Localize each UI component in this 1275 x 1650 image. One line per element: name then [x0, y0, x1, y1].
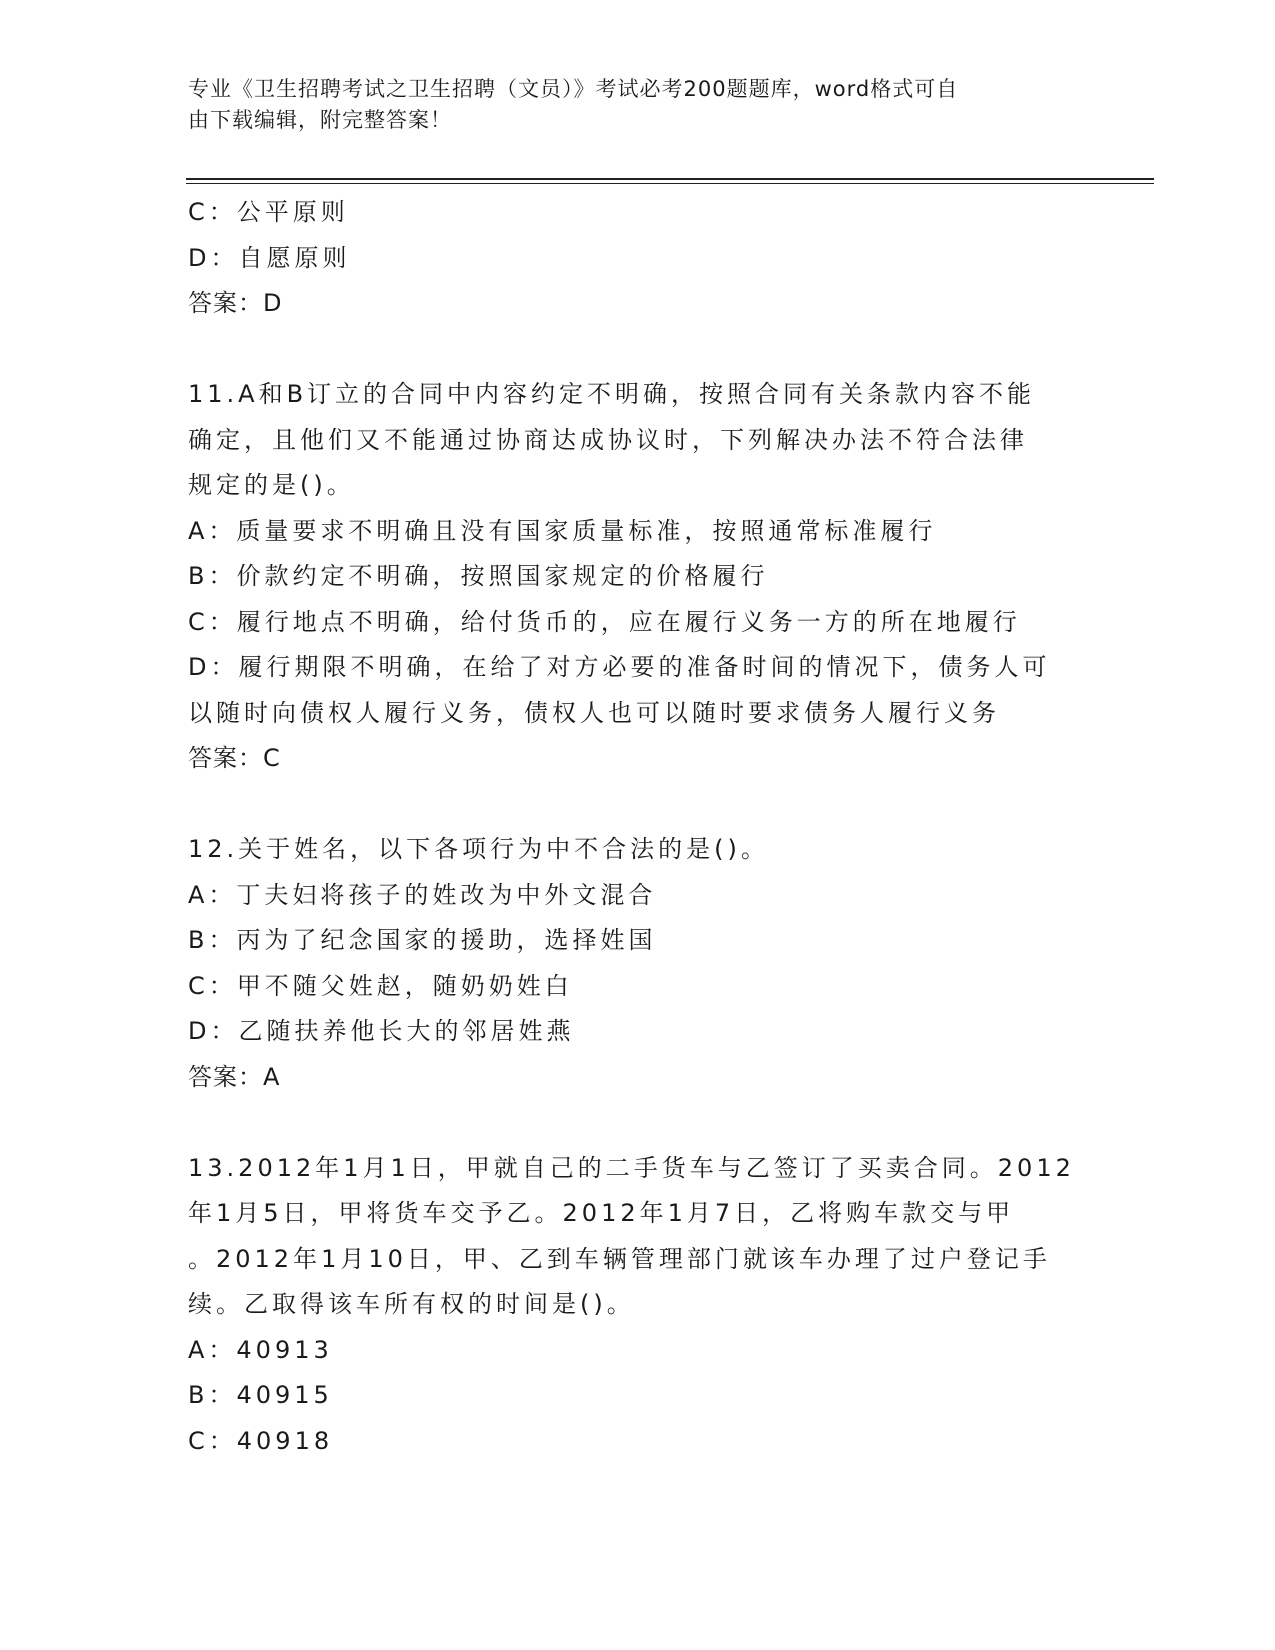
q12-option-c: C：甲不随父姓赵，随奶奶姓白 [188, 971, 573, 1000]
q11-option-a: A：质量要求不明确且没有国家质量标准，按照通常标准履行 [188, 516, 937, 545]
q11-option-c: C：履行地点不明确，给付货币的，应在履行义务一方的所在地履行 [188, 607, 1021, 636]
q13-stem-line-2: 年1月5日，甲将货车交予乙。2012年1月7日，乙将购车款交与甲 [188, 1199, 1015, 1227]
q13-option-a: A：40913 [188, 1335, 333, 1364]
q12-option-a: A：丁夫妇将孩子的姓改为中外文混合 [188, 880, 657, 909]
q10-option-c: C：公平原则 [188, 198, 349, 226]
q13-stem-line-4: 续。乙取得该车所有权的时间是()。 [188, 1290, 635, 1318]
q13-stem-line-3: 。2012年1月10日，甲、乙到车辆管理部门就该车办理了过户登记手 [188, 1244, 1051, 1273]
q12-stem-line-1: 12.关于姓名，以下各项行为中不合法的是()。 [188, 835, 769, 863]
spacer [188, 782, 1088, 828]
question-content [188, 190, 1088, 1464]
q11-option-d-line-2: 以随时向债权人履行义务，债权人也可以随时要求债务人履行义务 [188, 698, 1000, 727]
q11-answer: 答案：C [188, 744, 281, 772]
spacer [188, 327, 1088, 373]
q11-option-d-line-1: D：履行期限不明确，在给了对方必要的准备时间的情况下，债务人可 [188, 653, 1051, 681]
q11-stem-line-1: 11.A和B订立的合同中内容约定不明确，按照合同有关条款内容不能 [188, 380, 1036, 408]
question-12 [188, 827, 1088, 1100]
document-header [188, 74, 1068, 136]
q12-answer: 答案：A [188, 1062, 281, 1091]
q11-stem-line-2: 确定，且他们又不能通过协商达成协议时，下列解决办法不符合法律 [188, 425, 1028, 454]
header-line-1: 专业《卫生招聘考试之卫生招聘（文员）》考试必考200题题库，word格式可自 [188, 77, 959, 101]
header-divider-thin [186, 183, 1154, 184]
q12-option-d: D：乙随扶养他长大的邻居姓燕 [188, 1017, 575, 1045]
q13-option-c: C：40918 [188, 1426, 334, 1455]
q11-option-b: B：价款约定不明确，按照国家规定的价格履行 [188, 562, 769, 590]
q13-option-b: B：40915 [188, 1381, 333, 1409]
q13-stem-line-1: 13.2012年1月1日，甲就自己的二手货车与乙签订了买卖合同。2012 [188, 1153, 1075, 1182]
header-line-2: 由下载编辑，附完整答案！ [188, 108, 452, 132]
header-divider-thick [186, 178, 1154, 180]
spacer [188, 1100, 1088, 1146]
q11-stem-line-3: 规定的是()。 [188, 471, 355, 499]
question-13 [188, 1146, 1088, 1465]
q12-option-b: B：丙为了纪念国家的援助，选择姓国 [188, 926, 657, 954]
question-11 [188, 372, 1088, 782]
question-10-tail [188, 190, 1088, 327]
q10-answer: 答案：D [188, 289, 283, 317]
q10-option-d: D：自愿原则 [188, 243, 351, 272]
